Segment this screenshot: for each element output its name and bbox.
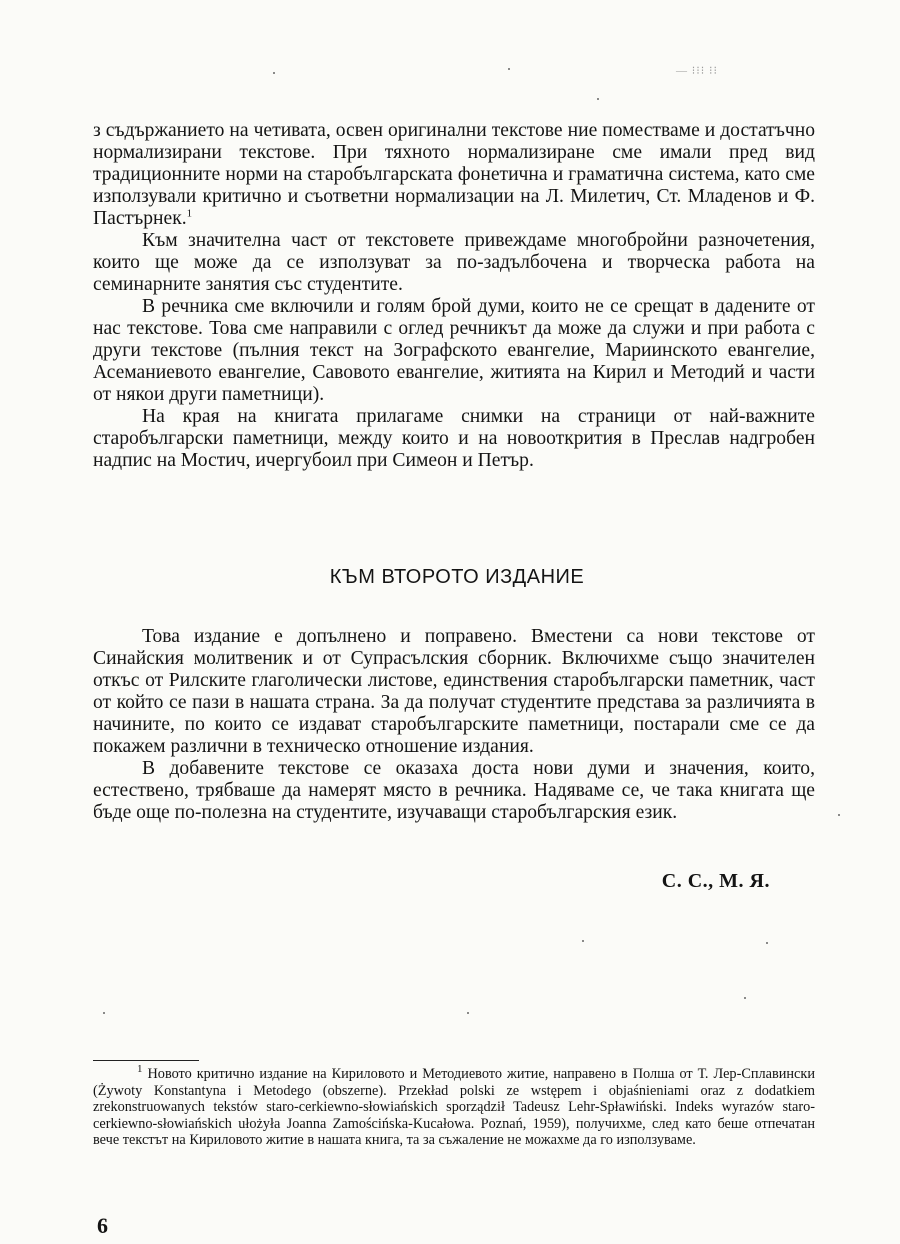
- print-speck: [838, 814, 840, 816]
- paragraph: Това издание е допълнено и поправено. Вместени са нови текстове от Синайския молитвеник и от Супрасълския сборник. Включихме също значителен откъс от Рилските глаголически листове, единствения старобългарски паметник, част от който се пази в нашата страна. За да получат студентите представа за различията в начините, по които се издават старобългарските паметници, постарали сме се да покажем различни в техническо отношение издания.: [93, 626, 815, 757]
- print-speck: [766, 942, 768, 944]
- paragraph: В добавените текстове се оказаха доста нови думи и значения, които, естествено, трябваше да намерят място в речника. Надяваме се, че така книгата ще бъде още по-полезна на студентите, изучаващи старобългарския език.: [93, 758, 815, 823]
- paragraph: На края на книгата прилагаме снимки на страници от най-важните старобългарски паметници, между които и на новооткрития в Преслав надгробен надпис на Мостич, ичергубоил при Симеон и Петър.: [93, 406, 815, 471]
- footnote-number: 1: [137, 1063, 143, 1076]
- print-speck: [597, 98, 599, 100]
- print-speck: [508, 68, 510, 70]
- print-speck: [273, 72, 275, 74]
- print-speck: [103, 1012, 105, 1014]
- second-edition-text: [93, 626, 815, 824]
- signature-initials: С. С., М. Я.: [661, 870, 770, 892]
- footnote-text: Новото критично издание на Кириловото и Методиевото житие, направено в Полша от Т. Лер-Сплавински (Żywoty Konstantyna i Metodego (obszerne). Przekład polski ze wstępem i objaśnieniami oraz z dodatkiem zrekonstruowanych tekstów staro-cerkiewno-słowiańskich sporządził Tadeusz Lehr-Spławiński. Indeks wyrazów starocerkiewno-słowiańskich ułożyła Joanna Zamościńska-Kucałowa. Poznań, 1959), получихме, след като беше отпечатан вече текстът на Кириловото житие в нашата книга, та за съжаление не можахме да го използуваме.: [93, 1066, 815, 1149]
- page-number: 6: [97, 1213, 108, 1238]
- footnote-reference: 1: [186, 207, 193, 220]
- paragraph: [93, 120, 815, 230]
- paragraph-text: з съдържанието на четивата, освен оригинални текстове ние поместваме и достатъчно нормализирани текстове. При тяхното нормализиране сме имали пред вид традиционните норми на старобългарската фонетична и граматична система, като сме използували критично и съответни нормализации на Л. Милетич, Ст. Младенов и Ф. Пастърнек.: [93, 120, 815, 229]
- footnote-divider: [93, 1060, 199, 1061]
- footnote: [93, 1063, 815, 1149]
- corner-mark: — ⁝⁝⁝ ⁝⁝: [676, 65, 718, 77]
- preface-text: [93, 120, 815, 472]
- print-speck: [467, 1012, 469, 1014]
- paragraph: Към значителна част от текстовете привеждаме многобройни разночетения, които ще може да се използуват за по-задълбочена и творческа работа на семинарните занятия със студентите.: [93, 230, 815, 295]
- print-speck: [582, 940, 584, 942]
- print-speck: [744, 997, 746, 999]
- paragraph: В речника сме включили и голям брой думи, които не се срещат в дадените от нас текстове. Това сме направили с оглед речникът да може да служи и при работа с други текстове (пълния текст на Зографското евангелие, Мариинското евангелие, Асеманиевото евангелие, Савовото евангелие, житията на Кирил и Методий и части от някои други паметници).: [93, 296, 815, 405]
- section-title: КЪМ ВТОРОТО ИЗДАНИЕ: [329, 566, 585, 588]
